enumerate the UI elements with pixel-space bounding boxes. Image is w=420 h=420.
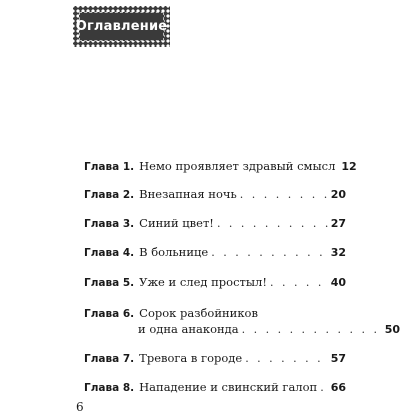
toc-entry[interactable] (84, 159, 357, 175)
chapter-label: Глава 1. (84, 161, 135, 173)
chapter-title: Синий цвет! (139, 216, 214, 230)
chapter-label: Глава 6. (84, 308, 135, 320)
dot-leader (245, 351, 328, 366)
toc-entry[interactable] (84, 351, 346, 367)
dot-leader (211, 245, 327, 260)
dot-leader (217, 216, 328, 231)
chapter-title: Внезапная ночь (139, 187, 237, 201)
chapter-label: Глава 4. (84, 247, 135, 259)
folio-page-number: 6 (76, 400, 84, 414)
toc-entry[interactable] (84, 187, 346, 203)
dot-leader (270, 275, 328, 290)
chapter-page-number: 27 (330, 217, 346, 230)
chapter-label: Глава 3. (84, 218, 135, 230)
chapter-page-number: 66 (330, 381, 346, 394)
chapter-page-number: 20 (330, 188, 346, 201)
chapter-title: Уже и след простыл! (139, 275, 267, 289)
chapter-page-number: 50 (384, 323, 400, 336)
chapter-title: Сорок разбойников (139, 306, 258, 320)
dot-leader (320, 380, 327, 395)
toc-entry[interactable] (84, 216, 346, 232)
chapter-label: Глава 2. (84, 189, 135, 201)
chapter-title: Нападение и свинский галоп (139, 380, 318, 394)
dot-leader (240, 187, 328, 202)
chapter-title: Немо проявляет здравый смысл (139, 159, 336, 173)
toc-entry[interactable] (84, 380, 346, 396)
chapter-label: Глава 8. (84, 382, 135, 394)
chapter-label: Глава 5. (84, 277, 135, 289)
chapter-label: Глава 7. (84, 353, 135, 365)
chapter-title: В больнице (139, 245, 209, 259)
chapter-page-number: 57 (330, 352, 346, 365)
title-stamp (75, 12, 168, 41)
chapter-page-number: 12 (341, 160, 357, 173)
toc-entry[interactable] (84, 306, 400, 337)
toc-entry[interactable] (84, 275, 346, 291)
page-title: Оглавление (75, 19, 168, 34)
chapter-page-number: 40 (330, 276, 346, 289)
chapter-title: Тревога в городе (139, 351, 243, 365)
chapter-page-number: 32 (330, 246, 346, 259)
toc-entry[interactable] (84, 245, 346, 261)
dot-leader (242, 322, 382, 337)
chapter-title-continued: и одна анаконда (138, 322, 239, 336)
